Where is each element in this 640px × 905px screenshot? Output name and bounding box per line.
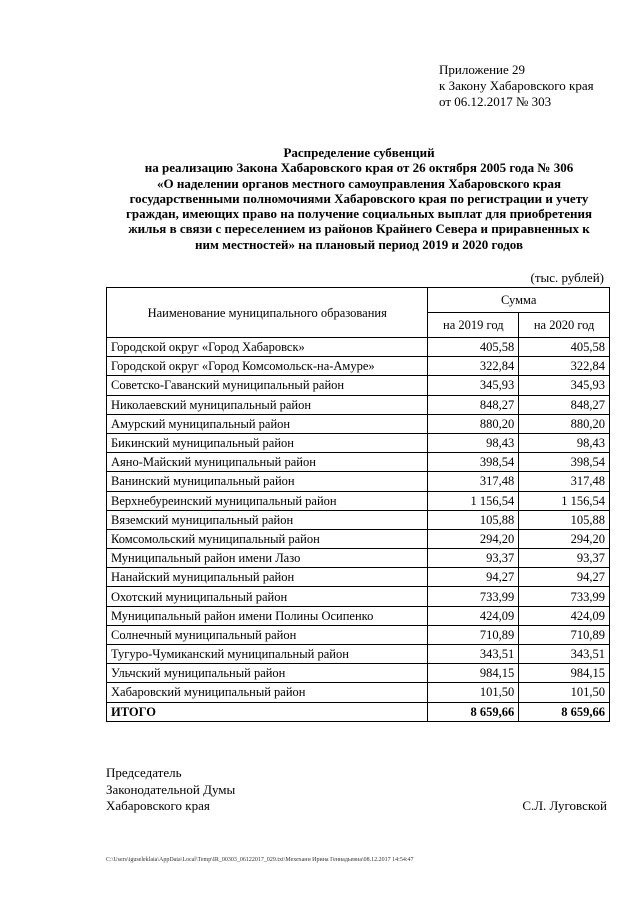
title-line: «О наделении органов местного самоуправления Хабаровского края <box>157 175 561 191</box>
municipality-name-cell: Охотский муниципальный район <box>107 587 428 606</box>
municipality-name-cell: Верхнебуреинский муниципальный район <box>107 491 428 510</box>
sum-2019-cell: 8 659,66 <box>428 702 519 721</box>
table-row <box>107 491 610 510</box>
table-row <box>107 645 610 664</box>
table-row <box>107 683 610 702</box>
sum-2020-cell: 984,15 <box>519 664 610 683</box>
municipality-name-cell: Советско-Гаванский муниципальный район <box>107 376 428 395</box>
signature-line: Законодательной Думы <box>106 781 236 797</box>
appendix-note <box>439 62 594 110</box>
sum-2020-cell: 424,09 <box>519 606 610 625</box>
sum-2020-cell: 345,93 <box>519 376 610 395</box>
table-row <box>107 376 610 395</box>
municipality-name-cell: Вяземский муниципальный район <box>107 510 428 529</box>
municipality-name-cell: Муниципальный район имени Полины Осипенко <box>107 606 428 625</box>
units-note: (тыс. рублей) <box>530 270 604 285</box>
sum-2019-cell: 398,54 <box>428 453 519 472</box>
appendix-line: к Закону Хабаровского края <box>439 78 594 93</box>
sum-2020-cell: 343,51 <box>519 645 610 664</box>
sum-2020-cell: 101,50 <box>519 683 610 702</box>
sum-2020-cell: 733,99 <box>519 587 610 606</box>
sum-2020-cell: 880,20 <box>519 414 610 433</box>
file-path-footer: C:\Users\iguseleklaia\AppData\Local\Temp\IR_00303_06122017_029.txt\Мехеханн Ирина Геннадьевна\08.12.2017 14:54:47 <box>106 857 414 863</box>
appendix-line: Приложение 29 <box>439 62 526 77</box>
table-row <box>107 472 610 491</box>
municipality-name-cell: Тугуро-Чумиканский муниципальный район <box>107 645 428 664</box>
table-row <box>107 549 610 568</box>
municipality-name-cell: Аяно-Майский муниципальный район <box>107 453 428 472</box>
sum-2019-cell: 317,48 <box>428 472 519 491</box>
municipality-name-cell: Солнечный муниципальный район <box>107 625 428 644</box>
title-line: государственными полномочиями Хабаровского края по регистрации и учету <box>129 190 589 206</box>
table-row <box>107 453 610 472</box>
table-row <box>107 568 610 587</box>
title-line: жилья в связи с переселением из районов Крайнего Севера и приравненных к <box>128 221 590 237</box>
sum-2020-cell: 93,37 <box>519 549 610 568</box>
column-header-2020: на 2020 год <box>519 313 610 338</box>
sum-2020-cell: 322,84 <box>519 357 610 376</box>
table-row <box>107 529 610 548</box>
sum-2019-cell: 345,93 <box>428 376 519 395</box>
title-line: ним местностей» на плановый период 2019 и 2020 годов <box>195 236 523 252</box>
title-line: граждан, имеющих право на получение социальных выплат для приобретения <box>126 206 592 222</box>
sum-2019-cell: 733,99 <box>428 587 519 606</box>
municipality-name-cell: Комсомольский муниципальный район <box>107 529 428 548</box>
municipality-name-cell: Муниципальный район имени Лазо <box>107 549 428 568</box>
sum-2020-cell: 294,20 <box>519 529 610 548</box>
municipality-name-cell: Ульчский муниципальный район <box>107 664 428 683</box>
title-line: Распределение субвенций <box>283 145 435 160</box>
table-row <box>107 338 610 357</box>
municipality-name-cell: Хабаровский муниципальный район <box>107 683 428 702</box>
municipality-name-cell: Ванинский муниципальный район <box>107 472 428 491</box>
sum-2019-cell: 343,51 <box>428 645 519 664</box>
table-row <box>107 433 610 452</box>
sum-2019-cell: 405,58 <box>428 338 519 357</box>
table-row <box>107 587 610 606</box>
sum-2019-cell: 94,27 <box>428 568 519 587</box>
sum-2019-cell: 294,20 <box>428 529 519 548</box>
sum-2020-cell: 105,88 <box>519 510 610 529</box>
municipality-name-cell: ИТОГО <box>107 702 428 721</box>
sum-2019-cell: 710,89 <box>428 625 519 644</box>
sum-2019-cell: 424,09 <box>428 606 519 625</box>
subsidy-table <box>106 287 610 722</box>
sum-2019-cell: 101,50 <box>428 683 519 702</box>
signature-line: Хабаровского края <box>106 798 210 813</box>
sum-2019-cell: 1 156,54 <box>428 491 519 510</box>
sum-2019-cell: 322,84 <box>428 357 519 376</box>
sum-2020-cell: 98,43 <box>519 433 610 452</box>
sum-2020-cell: 8 659,66 <box>519 702 610 721</box>
table-row <box>107 664 610 683</box>
sum-2019-cell: 880,20 <box>428 414 519 433</box>
municipality-name-cell: Городской округ «Город Хабаровск» <box>107 338 428 357</box>
sum-2019-cell: 93,37 <box>428 549 519 568</box>
table-row <box>107 625 610 644</box>
sum-2020-cell: 94,27 <box>519 568 610 587</box>
column-header-2019: на 2019 год <box>428 313 519 338</box>
municipality-name-cell: Городской округ «Город Комсомольск-на-Амуре» <box>107 357 428 376</box>
sum-2020-cell: 405,58 <box>519 338 610 357</box>
sum-2019-cell: 105,88 <box>428 510 519 529</box>
sum-2020-cell: 317,48 <box>519 472 610 491</box>
table-row <box>107 395 610 414</box>
signature-line: Председатель <box>106 765 182 780</box>
municipality-name-cell: Бикинский муниципальный район <box>107 433 428 452</box>
signer-name: С.Л. Луговской <box>522 798 607 813</box>
sum-2020-cell: 848,27 <box>519 395 610 414</box>
column-header-name: Наименование муниципального образования <box>107 288 428 338</box>
document-title <box>106 145 612 252</box>
table-row <box>107 510 610 529</box>
sum-2019-cell: 98,43 <box>428 433 519 452</box>
municipality-name-cell: Нанайский муниципальный район <box>107 568 428 587</box>
appendix-line: от 06.12.2017 № 303 <box>439 94 552 109</box>
column-header-sum: Сумма <box>428 288 610 313</box>
total-row <box>107 702 610 721</box>
municipality-name-cell: Николаевский муниципальный район <box>107 395 428 414</box>
sum-2020-cell: 710,89 <box>519 625 610 644</box>
sum-2019-cell: 848,27 <box>428 395 519 414</box>
table-row <box>107 357 610 376</box>
sum-2019-cell: 984,15 <box>428 664 519 683</box>
sum-2020-cell: 1 156,54 <box>519 491 610 510</box>
table-row <box>107 414 610 433</box>
municipality-name-cell: Амурский муниципальный район <box>107 414 428 433</box>
table-body <box>107 338 610 722</box>
sum-2020-cell: 398,54 <box>519 453 610 472</box>
table-row <box>107 606 610 625</box>
title-line: на реализацию Закона Хабаровского края от 26 октября 2005 года № 306 <box>144 160 574 176</box>
signature-block <box>106 765 235 815</box>
